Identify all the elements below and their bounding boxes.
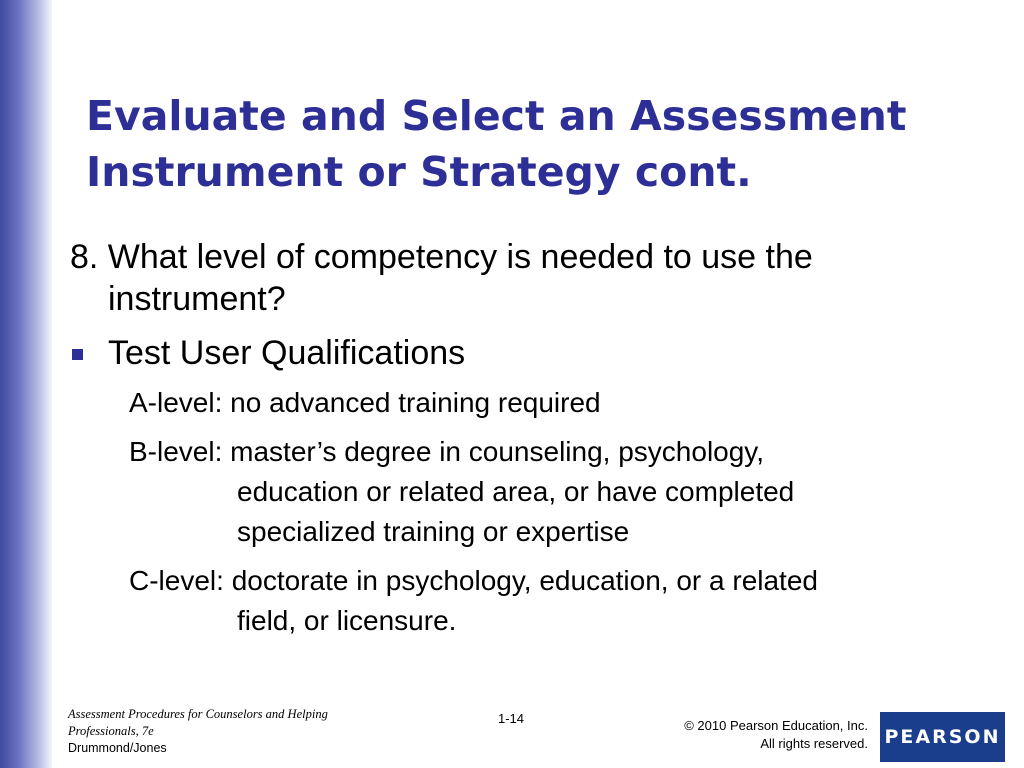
book-title-line-1: Assessment Procedures for Counselors and Helping bbox=[68, 707, 328, 721]
level-a bbox=[129, 383, 990, 423]
copyright-line-2: All rights reserved. bbox=[760, 736, 868, 751]
slide-title bbox=[86, 88, 986, 200]
question-line-1: 8. What level of competency is needed to use the bbox=[70, 238, 813, 276]
side-gradient-band bbox=[0, 0, 52, 768]
level-c-line-2: field, or licensure. bbox=[237, 605, 457, 636]
footer-book-info bbox=[68, 706, 328, 757]
level-a-line-1: A-level: no advanced training required bbox=[129, 387, 601, 418]
square-bullet-icon bbox=[72, 349, 83, 360]
slide-number: 1-14 bbox=[498, 711, 525, 726]
level-c bbox=[129, 561, 990, 641]
copyright-line-1: © 2010 Pearson Education, Inc. bbox=[684, 718, 868, 733]
copyright-notice bbox=[684, 717, 868, 753]
question-line-2: instrument? bbox=[108, 280, 286, 318]
level-b bbox=[129, 432, 990, 552]
question-8 bbox=[70, 236, 990, 320]
bullet-text: Test User Qualifications bbox=[108, 334, 466, 372]
title-line-1: Evaluate and Select an Assessment bbox=[86, 92, 907, 140]
level-b-line-3: specialized training or expertise bbox=[237, 516, 630, 547]
book-authors: Drummond/Jones bbox=[68, 741, 167, 755]
level-b-line-2: education or related area, or have completed bbox=[237, 476, 795, 507]
bullet-item bbox=[70, 332, 990, 374]
level-c-line-1: C-level: doctorate in psychology, education, or a related bbox=[129, 565, 818, 596]
pearson-logo-text: PEARSON bbox=[884, 726, 1001, 748]
book-title-line-2: Professionals, 7e bbox=[68, 724, 154, 738]
level-b-line-1: B-level: master’s degree in counseling, psychology, bbox=[129, 436, 765, 467]
pearson-logo bbox=[880, 712, 1005, 762]
title-line-2: Instrument or Strategy cont. bbox=[86, 148, 752, 196]
slide-body bbox=[70, 236, 990, 641]
